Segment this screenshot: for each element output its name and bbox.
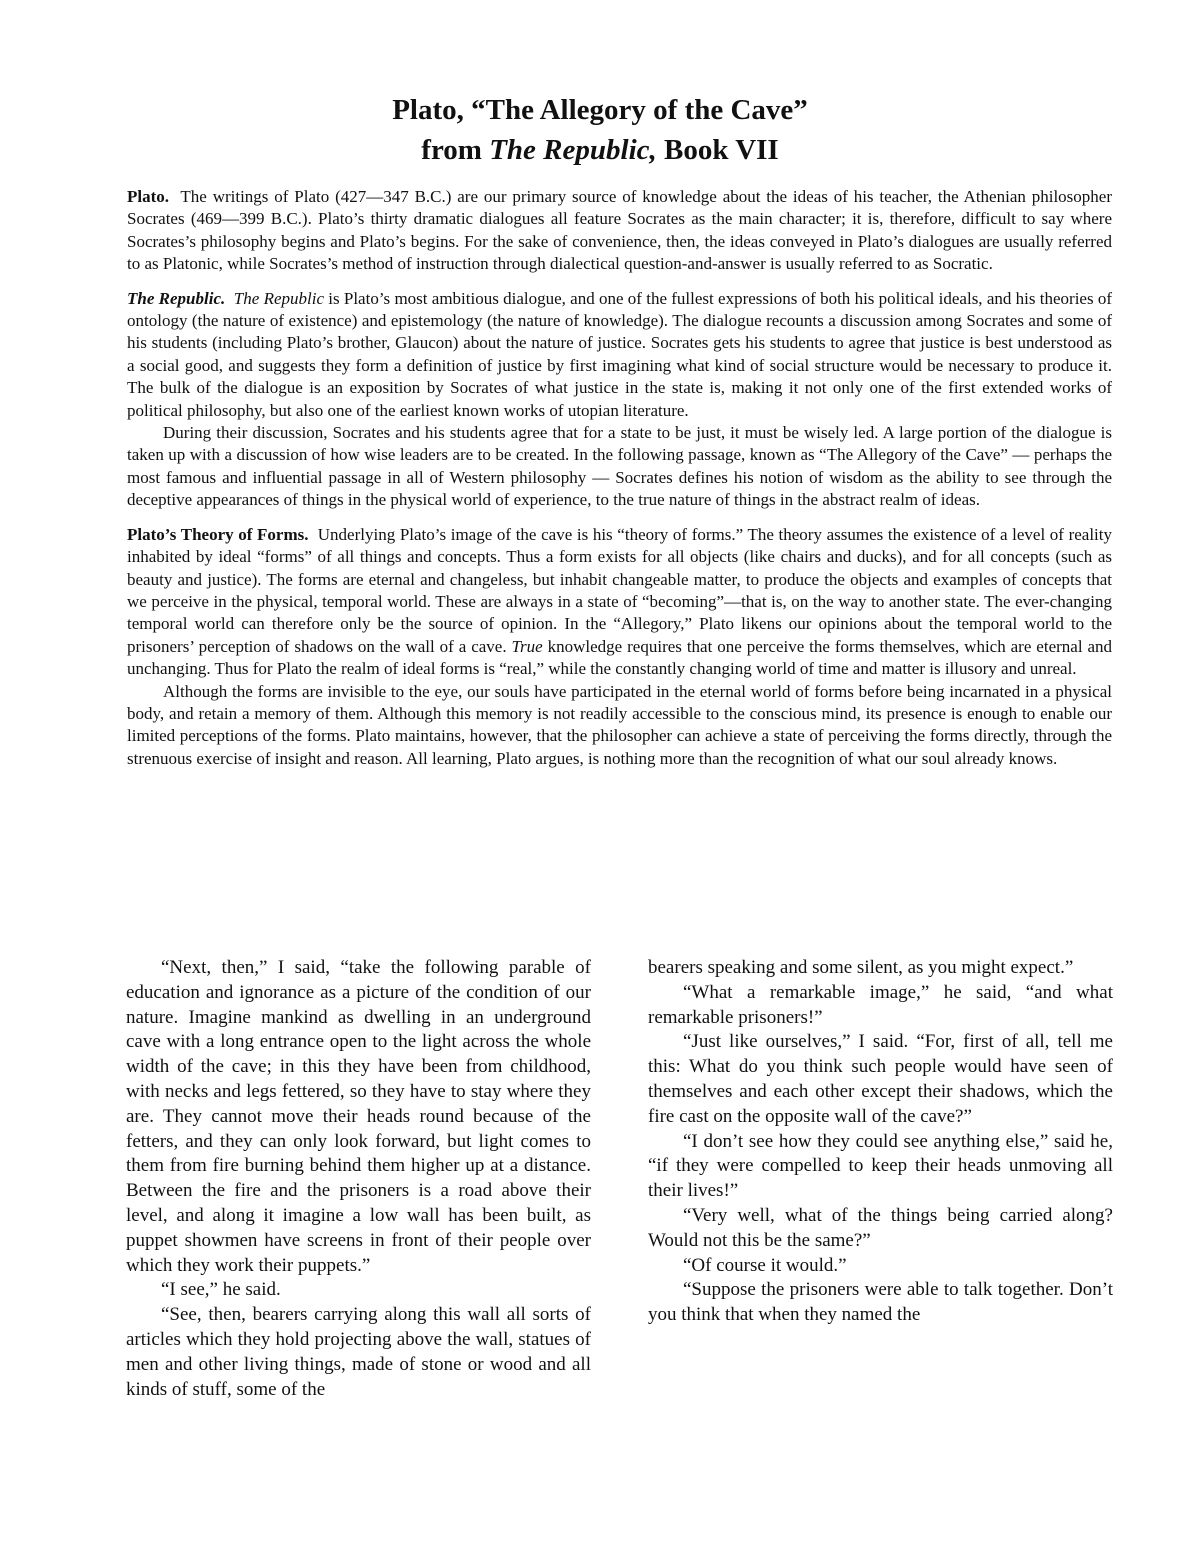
dialogue-paragraph: “See, then, bearers carrying along this wall all sorts of articles which they hold projecting above the wall, statues of men and other living things, made of stone or wood and all kinds of stuff, some of the	[126, 1304, 591, 1400]
dialogue-paragraph: “Just like ourselves,” I said. “For, first of all, tell me this: What do you think such people would have seen of themselves and each other except their shadows, which the fire cast on the opposite wall of the cave?”	[648, 1031, 1113, 1127]
forms-paragraph	[127, 524, 1112, 681]
forms-lead: Plato’s Theory of Forms.	[127, 524, 309, 544]
republic-italic-title: The Republic	[233, 288, 324, 308]
forms-text-after: knowledge requires that one perceive the forms themselves, which are eternal and unchanging. Thus for Plato the realm of ideal forms is “real,” while the constantly changing world of time and matter is illusory and unreal.	[127, 636, 1113, 679]
dialogue-continuation: bearers speaking and some silent, as you might expect.”	[648, 957, 1074, 978]
republic-lead: The Republic.	[127, 288, 226, 308]
page-title	[100, 90, 1100, 170]
title-line-2-prefix: from	[421, 134, 490, 166]
dialogue-paragraph: “I don’t see how they could see anything else,” said he, “if they were compelled to keep their heads unmoving all their lives!”	[648, 1130, 1113, 1202]
dialogue-column-left	[126, 956, 591, 1402]
forms-italic-word: True	[511, 636, 543, 656]
republic-text: is Plato’s most ambitious dialogue, and one of the fullest expressions of both his political ideals, and his theories of ontology (the nature of existence) and epistemology (the nature of knowledge). The dialogue recounts a discussion among Socrates and some of his students (including Plato’s brother, Glaucon) about the nature of justice. Socrates gets his students to agree that justice is best understood as a social good, and suggests they form a definition of justice by first imagining what kind of social structure would be necessary to produce it. The bulk of the dialogue is an exposition by Socrates of what justice in the state is, making it not only one of the first extended works of political philosophy, but also one of the earliest known works of utopian literature.	[127, 288, 1113, 420]
republic-continuation: During their discussion, Socrates and his students agree that for a state to be just, it must be wisely led. A large portion of the dialogue is taken up with a discussion of how wise leaders are to be created. In the following passage, known as “The Allegory of the Cave” — perhaps the most famous and influential passage in all of Western philosophy — Socrates defines his notion of wisdom as the ability to see through the deceptive appearances of things in the physical world of experience, to the true nature of things in the abstract realm of ideas.	[127, 423, 1112, 510]
dialogue-paragraph: “Next, then,” I said, “take the following parable of education and ignorance as a picture of the condition of our nature. Imagine mankind as dwelling in an underground cave with a long entrance open to the light across the whole width of the cave; in this they have been from childhood, with necks and legs fettered, so they have to stay where they are. They cannot move their heads round because of the fetters, and they can only look forward, but light comes to them from fire burning behind them higher up at a distance. Between the fire and the prisoners is a road above their level, and along it imagine a low wall has been built, as puppet showmen have screens in front of their people over which they work their puppets.”	[126, 957, 591, 1276]
dialogue-paragraph: “What a remarkable image,” he said, “and what remarkable prisoners!”	[648, 981, 1113, 1028]
forms-text-before: Underlying Plato’s image of the cave is his “theory of forms.” The theory assumes the existence of a level of reality inhabited by ideal “forms” of all things and concepts. Thus a form exists for all objects (like chairs and ducks), and for all concepts (such as beauty and justice). The forms are eternal and changeless, but inhabit changeable matter, to produce the objects and examples of concepts that we perceive in the physical, temporal world. These are always in a state of “becoming”—that is, on the way to another state. The ever-changing temporal world can therefore only be the source of opinion. In the “Allegory,” Plato likens our opinions about the temporal world to the prisoners’ perception of shadows on the wall of a cave.	[127, 524, 1113, 656]
plato-paragraph	[127, 186, 1112, 276]
title-line-1: Plato, “The Allegory of the Cave”	[392, 94, 808, 126]
title-line-2-suffix: Book VII	[656, 134, 779, 166]
dialogue-paragraph: “Very well, what of the things being carried along? Would not this be the same?”	[648, 1204, 1113, 1251]
republic-paragraph	[127, 288, 1112, 422]
forms-continuation: Although the forms are invisible to the eye, our souls have participated in the eternal world of forms before being incarnated in a physical body, and retain a memory of them. Although this memory is not readily accessible to the conscious mind, its presence is enough to enable our limited perceptions of the forms. Plato maintains, however, that the philosopher can achieve a state of perceiving the forms directly, through the strenuous exercise of insight and reason. All learning, Plato argues, is nothing more than the recognition of what our soul already knows.	[127, 681, 1112, 768]
plato-lead: Plato.	[127, 187, 170, 206]
title-line-2	[100, 130, 1100, 170]
introduction	[127, 186, 1112, 770]
dialogue-column-right	[648, 956, 1113, 1328]
dialogue-paragraph: “Of course it would.”	[683, 1254, 847, 1276]
plato-text: The writings of Plato (427—347 B.C.) are our primary source of knowledge about the ideas of his teacher, the Athenian philosopher Socrates (469—399 B.C.). Plato’s thirty dramatic dialogues all feature Socrates as the main character; it is, therefore, difficult to say where Socrates’s philosophy begins and Plato’s begins. For the sake of convenience, then, the ideas conveyed in Plato’s dialogues are usually referred to as Platonic, while Socrates’s method of instruction through dialectical question-and-answer is usually referred to as Socratic.	[127, 187, 1112, 274]
dialogue-paragraph: “I see,” he said.	[161, 1279, 281, 1301]
title-line-2-italic: The Republic,	[489, 134, 657, 166]
dialogue-paragraph: “Suppose the prisoners were able to talk together. Don’t you think that when they named the	[648, 1279, 1113, 1326]
